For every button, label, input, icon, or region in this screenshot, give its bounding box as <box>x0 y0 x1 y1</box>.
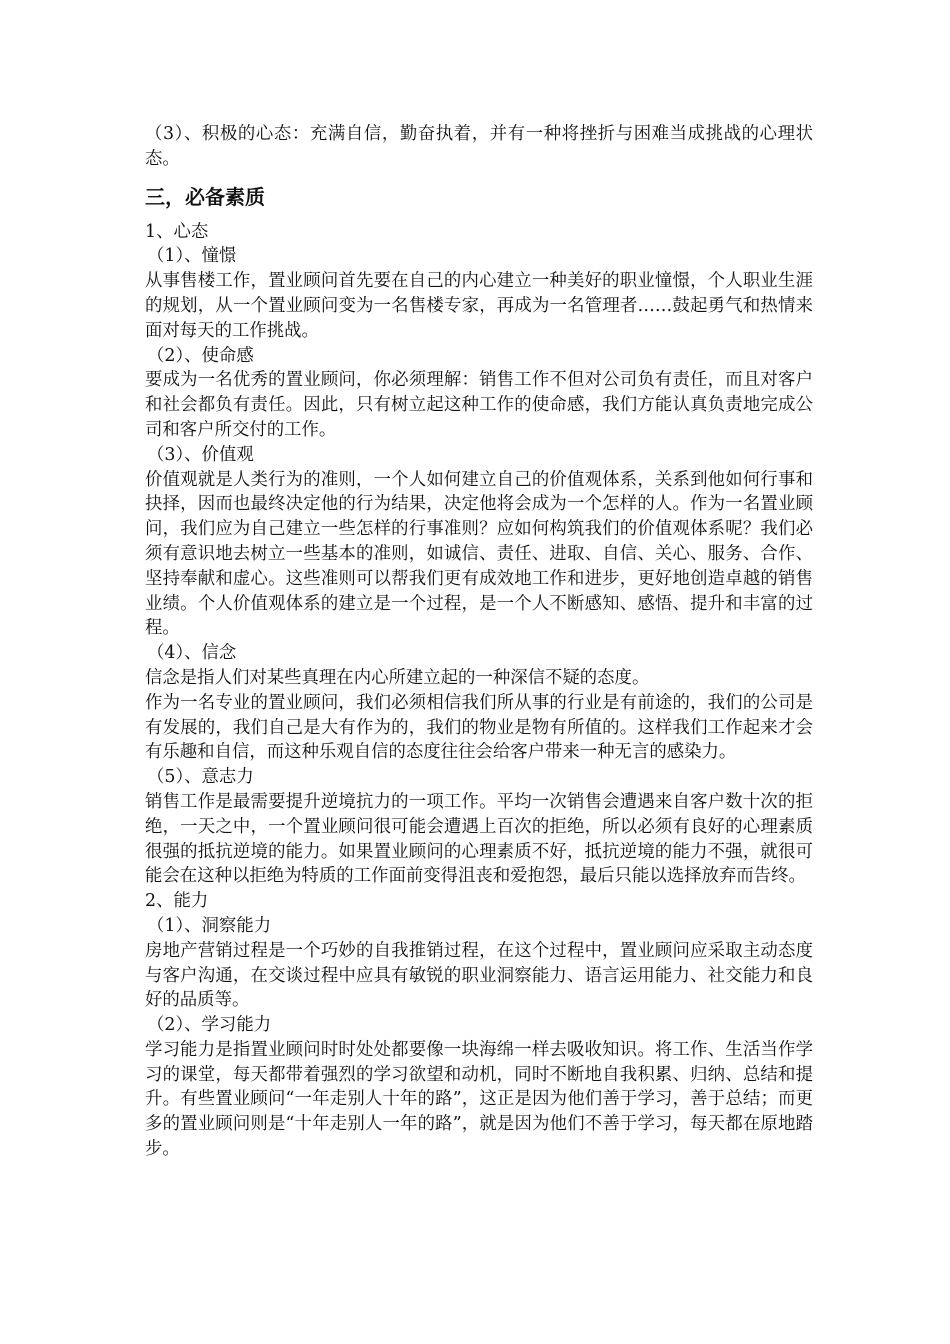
belief-paragraph-2: 作为一名专业的置业顾问，我们必须相信我们所从事的行业是有前途的，我们的公司是有发展的，我们自己是大有作为的，我们的物业是物有所值的。这样我们工作起来才会有乐趣和自信，而这种乐观自信的态度往往会给客户带来一种无言的感染力。 <box>145 692 813 763</box>
aspiration-paragraph: 从事售楼工作，置业顾问首先要在自己的内心建立一种美好的职业憧憬，个人职业生涯的规划，从一个置业顾问变为一名售楼专家，再成为一名管理者……鼓起勇气和热情来面对每天的工作挑战。 <box>145 271 813 341</box>
positive-attitude-paragraph: （3）、积极的心态：充满自信，勤奋执着，并有一种将挫折与困难当成挑战的心理状态。 <box>145 124 813 169</box>
aspiration-label: （1）、憧憬 <box>147 246 237 267</box>
learning-label: （2）、学习能力 <box>147 1015 272 1036</box>
values-label: （3）、价值观 <box>147 444 254 465</box>
section-heading: 三，必备素质 <box>145 184 265 209</box>
learning-paragraph: 学习能力是指置业顾问时时处处都要像一块海绵一样去吸收知识。将工作、生活当作学习的课堂，每天都带着强烈的学习欲望和动机，同时不断地自我积累、归纳、总结和提升。有些置业顾问“一年走别人十年的路”，这正是因为他们善于学习，善于总结；而更多的置业顾问则是“十年走别人一年的路”，就是因为他们不善于学习，每天都在原地踏步。 <box>145 1039 813 1160</box>
willpower-paragraph: 销售工作是最需要提升逆境抗力的一项工作。平均一次销售会遭遇来自客户数十次的拒绝，一天之中，一个置业顾问很可能会遭遇上百次的拒绝，所以必须有良好的心理素质很强的抵抗逆境的能力。如果置业顾问的心理素质不好，抵抗逆境的能力不强，就很可能会在这种以拒绝为特质的工作面前变得沮丧和爱抱怨，最后只能以选择放弃而告终。 <box>145 791 813 887</box>
values-paragraph: 价值观就是人类行为的准则，一个人如何建立自己的价值观体系，关系到他如何行事和抉择，因而也最终决定他的行为结果，决定他将会成为一个怎样的人。作为一名置业顾问，我们应为自己建立一些怎样的行事准则？应如何构筑我们的价值观体系呢？我们必须有意识地去树立一些基本的准则，如诚信、责任、进取、自信、关心、服务、合作、坚持奉献和虚心。这些准则可以帮我们更有成效地工作和进步，更好地创造卓越的销售业绩。个人价值观体系的建立是一个过程，是一个人不断感知、感悟、提升和丰富的过程。 <box>145 469 813 639</box>
mission-label: （2）、使命感 <box>147 345 254 366</box>
mission-paragraph: 要成为一名优秀的置业顾问，你必须理解：销售工作不但对公司负有责任，而且对客户和社会都负有责任。因此，只有树立起这种工作的使命感，我们方能认真负责地完成公司和客户所交付的工作。 <box>145 370 813 440</box>
insight-paragraph: 房地产营销过程是一个巧妙的自我推销过程，在这个过程中，置业顾问应采取主动态度与客户沟通，在交谈过程中应具有敏锐的职业洞察能力、语言运用能力、社交能力和良好的品质等。 <box>145 940 813 1011</box>
ability-title: 2、能力 <box>145 891 209 912</box>
willpower-label: （5）、意志力 <box>147 767 254 788</box>
mindset-title: 1、心态 <box>145 221 209 242</box>
belief-label: （4）、信念 <box>147 643 237 664</box>
document-page <box>145 122 813 1162</box>
belief-paragraph-1: 信念是指人们对某些真理在内心所建立起的一种深信不疑的态度。 <box>145 667 650 688</box>
insight-label: （1）、洞察能力 <box>147 915 272 936</box>
